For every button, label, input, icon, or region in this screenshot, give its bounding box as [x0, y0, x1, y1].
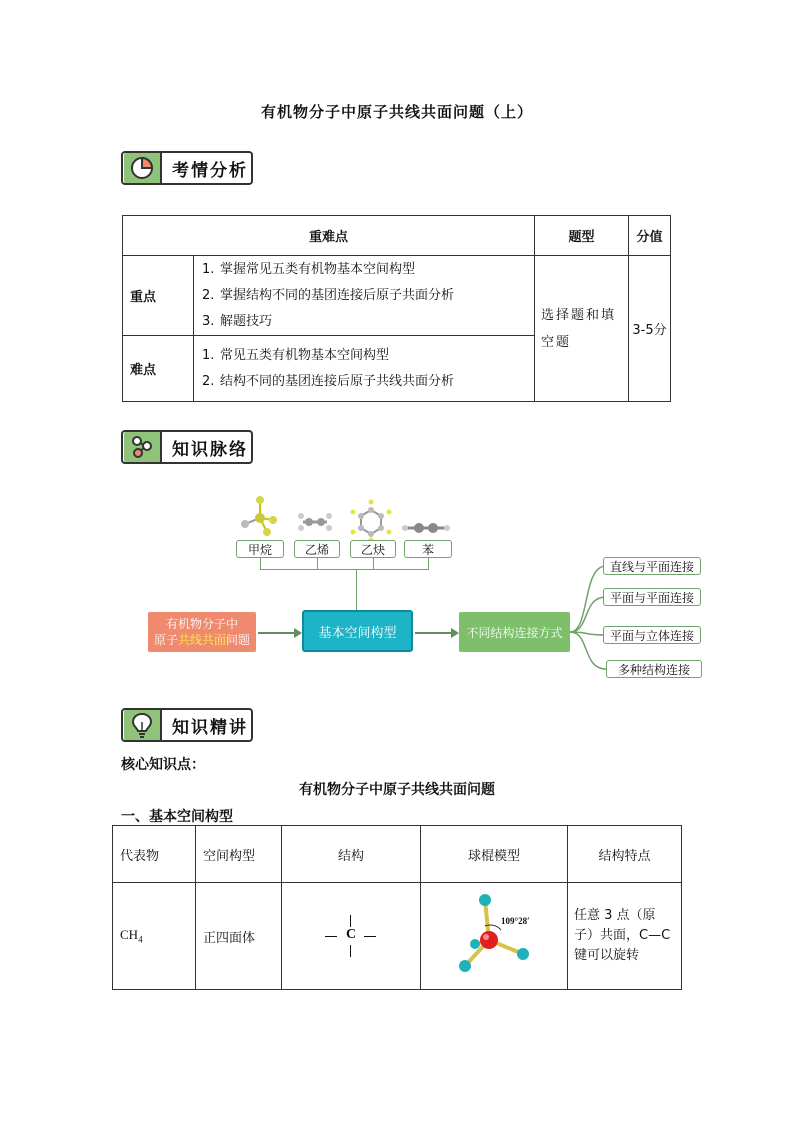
feature-cell: 任意 3 点（原子）共面，C—C 键可以旋转 [568, 883, 682, 990]
molecule-models-row [235, 490, 455, 540]
ball-stick-model [439, 888, 549, 980]
section-label-map: 知识脉络 [172, 439, 248, 460]
table-header-score: 分值 [628, 216, 670, 256]
branch-connectors [570, 560, 610, 679]
list-item: 2. 掌握结构不同的基团连接后原子共面分析 [202, 287, 455, 303]
shape-cell: 正四面体 [196, 883, 282, 990]
arrow-right-icon [415, 625, 459, 644]
branch-line-plane: 直线与平面连接 [603, 557, 701, 575]
col-header-structure: 结构 [282, 826, 421, 883]
branch-plane-plane: 平面与平面连接 [603, 588, 701, 606]
col-header-model: 球棍模型 [421, 826, 568, 883]
core-title: 有机物分子中原子共线共面问题 [299, 782, 495, 798]
row-label-difficult: 难点 [123, 336, 194, 402]
molecule-models-illustration [235, 490, 455, 540]
section-header-map [121, 430, 253, 464]
svg-text:109°28′: 109°28′ [501, 916, 530, 926]
lightbulb-icon [124, 710, 162, 740]
section-label-explain: 知识精讲 [172, 717, 248, 738]
difficult-points-cell [194, 336, 535, 402]
topic-box [148, 612, 256, 652]
section-header-explain [121, 708, 253, 742]
arrow-right-icon [258, 625, 302, 644]
list-item: 2. 结构不同的基团连接后原子共线共面分析 [202, 373, 455, 389]
substance-cell: $CH_4$ [113, 883, 196, 990]
score-cell: 3-5分 [628, 256, 670, 402]
connection-types-box: 不同结构连接方式 [459, 612, 570, 652]
list-item: 3. 解题技巧 [202, 313, 273, 329]
topic-line-2: 原子共线共面问题 [153, 633, 251, 647]
question-type-cell: 选择题和填空题 [534, 256, 628, 402]
section-label-analysis: 考情分析 [172, 160, 248, 181]
molecule-label-benzene: 苯 [404, 540, 452, 558]
core-knowledge-label: 核心知识点： [121, 757, 205, 773]
col-header-shape: 空间构型 [196, 826, 282, 883]
col-header-feature: 结构特点 [568, 826, 682, 883]
table-header-qtype: 题型 [534, 216, 628, 256]
basic-structure-box: 基本空间构型 [302, 610, 413, 652]
molecule-icon [124, 432, 162, 462]
branch-multi: 多种结构连接 [606, 660, 702, 678]
subheading: 一、基本空间构型 [121, 809, 233, 825]
page-title: 有机物分子中原子共线共面问题（上） [260, 103, 533, 121]
col-header-substance: 代表物 [113, 826, 196, 883]
branch-plane-solid: 平面与立体连接 [603, 626, 701, 644]
structure-cell [282, 883, 421, 990]
table-header-difficulty: 重难点 [123, 216, 535, 256]
analysis-table [122, 215, 671, 402]
row-label-key: 重点 [123, 256, 194, 336]
list-item: 1. 常见五类有机物基本空间构型 [202, 347, 390, 363]
topic-line-1: 有机物分子中 [165, 617, 238, 631]
key-points-cell [194, 256, 535, 336]
list-item: 1. 掌握常见五类有机物基本空间构型 [202, 261, 416, 277]
molecule-label-ethene: 乙烯 [294, 540, 340, 558]
ball-stick-model-cell [421, 883, 568, 990]
molecule-label-methane: 甲烷 [236, 540, 284, 558]
structural-formula: C [321, 911, 381, 961]
molecule-label-ethyne: 乙炔 [350, 540, 396, 558]
section-header-analysis [121, 151, 253, 185]
structure-table [112, 825, 682, 990]
pie-chart-icon [124, 153, 162, 183]
